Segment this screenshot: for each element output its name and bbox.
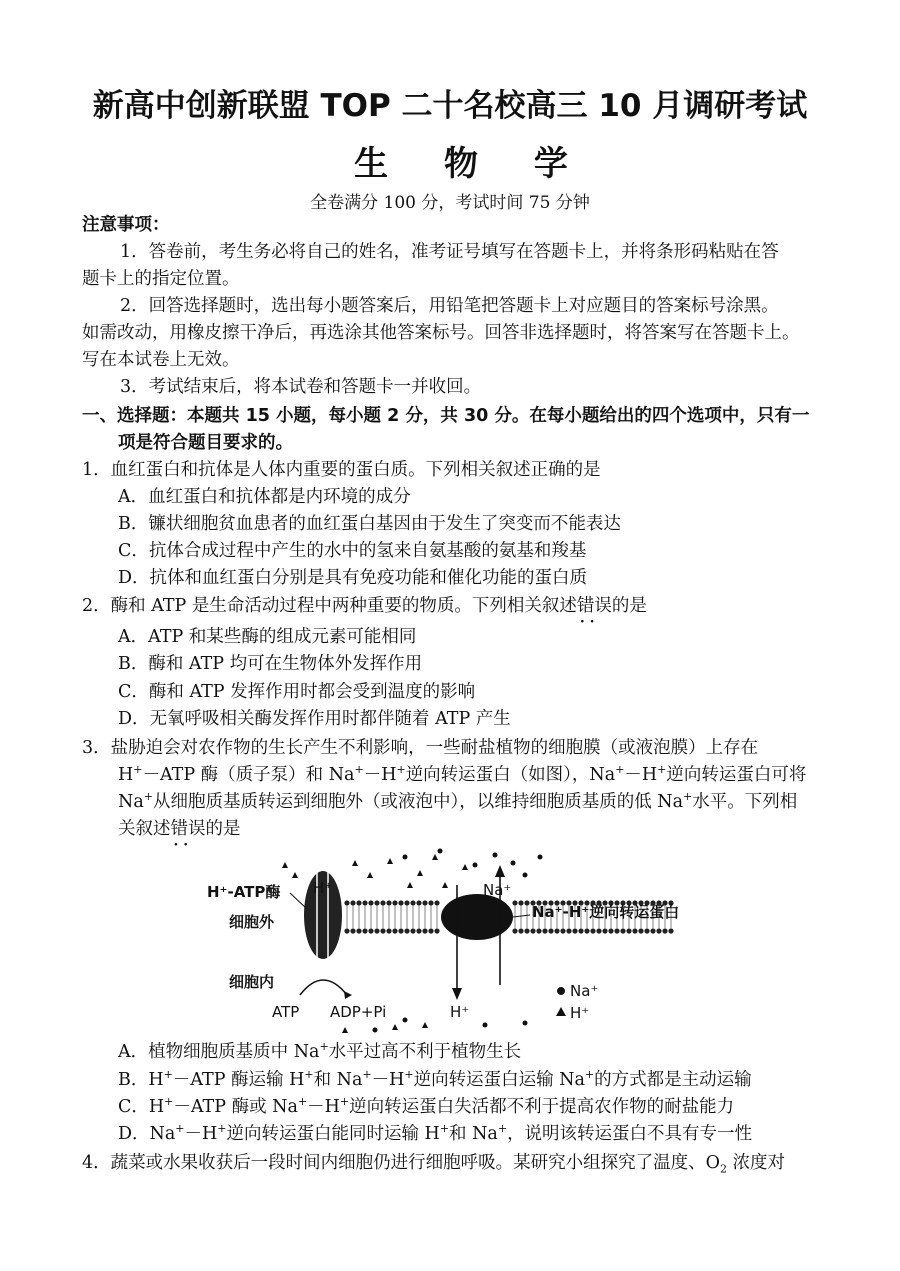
q2-stem-pre: 2．酶和 ATP 是生命活动过程中两种重要的物质。下列相关叙述 — [82, 596, 577, 616]
q3-stem-emphasis: 错误 · · — [171, 819, 206, 839]
h-atp-enzyme-label: H⁺-ATP酶 — [207, 883, 281, 901]
notice-item2-line2: 如需改动，用橡皮擦干净后，再选涂其他答案标号。回答非选择题时，将答案写在答题卡上。 — [82, 323, 800, 343]
section1-line1: 一、选择题：本题共 15 小题，每小题 2 分，共 30 分。在每小题给出的四个选项中，只有一 — [82, 406, 810, 426]
q1-option-b: B．镰状细胞贫血患者的血红蛋白基因由于发生了突变而不能表达 — [118, 514, 621, 534]
q3-option-a: A．植物细胞质基质中 Na+水平过高不利于植物生长 — [118, 1040, 522, 1062]
q2-stem — [82, 594, 647, 618]
legend-na-marker — [557, 987, 565, 995]
subject-title: 生 物 学 — [354, 144, 590, 184]
q4-stem-line1: 4．蔬菜或水果收获后一段时间内细胞仍进行细胞呼吸。某研究小组探究了温度、$O_2$ 浓度对 — [82, 1153, 786, 1176]
exam-title: 新高中创新联盟 TOP 二十名校高三 10 月调研考试 — [92, 88, 808, 124]
q3-stem-line2: H+－ATP 酶（质子泵）和 Na+－H+逆向转运蛋白（如图），Na+－H+逆向转运蛋白可将 — [118, 763, 807, 785]
q3-stem-line1: 3．盐胁迫会对农作物的生长产生不利影响，一些耐盐植物的细胞膜（或液泡膜）上存在 — [82, 738, 759, 758]
q1-option-c: C．抗体合成过程中产生的水中的氢来自氨基酸的氨基和羧基 — [118, 541, 587, 561]
q3-option-b: B．H+－ATP 酶运输 H+和 Na+－H+逆向转运蛋白运输 Na+的方式都是主动运输 — [118, 1068, 752, 1090]
adp-label: ADP+Pi — [330, 1003, 387, 1021]
q3-option-c: C．H+－ATP 酶或 Na+－H+逆向转运蛋白失活都不利于提高农作物的耐盐能力 — [118, 1095, 735, 1117]
notice-heading: 注意事项： — [82, 215, 170, 235]
q3-stem-line3: Na+从细胞质基质转运到细胞外（或液泡中），以维持细胞质基质的低 Na+水平。下列相 — [118, 790, 798, 812]
notice-item3: 3．考试结束后，将本试卷和答题卡一并收回。 — [120, 377, 482, 397]
q3-option-d: D．Na+－H+逆向转运蛋白能同时运输 H+和 Na+，说明该转运蛋白不具有专一性 — [118, 1122, 753, 1144]
h-top-label: H⁺ — [313, 879, 333, 897]
q2-stem-emphasis: 错误 · · — [577, 596, 612, 616]
antiporter-label: Na⁺-H⁺逆向转运蛋白 — [532, 903, 680, 921]
notice-item1-line1: 1．答卷前，考生务必将自己的姓名，准考证号填写在答题卡上，并将条形码粘贴在答 — [120, 242, 779, 262]
notice-item2-line3: 写在本试卷上无效。 — [82, 350, 240, 370]
q2-option-b: B．酶和 ATP 均可在生物体外发挥作用 — [118, 654, 423, 674]
notice-item1-line2: 题卡上的指定位置。 — [82, 269, 240, 289]
q2-stem-post: 的是 — [611, 596, 647, 616]
q1-stem: 1．血红蛋白和抗体是人体内重要的蛋白质。下列相关叙述正确的是 — [82, 460, 601, 480]
h-bottom-label: H⁺ — [450, 1003, 470, 1021]
legend-h-marker — [556, 1007, 566, 1016]
q1-option-d: D．抗体和血红蛋白分别是具有免疫功能和催化功能的蛋白质 — [118, 568, 588, 588]
outside-label: 细胞外 — [229, 913, 275, 931]
membrane-transport-figure — [195, 845, 705, 1035]
section1-line2: 项是符合题目要求的。 — [118, 433, 293, 453]
notice-item2-line1: 2．回答选择题时，选出每小题答案后，用铅笔把答题卡上对应题目的答案标号涂黑。 — [120, 296, 779, 316]
q3-stem-line4: 关叙述错误 · ·的是 — [118, 817, 241, 841]
legend-h-label: H⁺ — [570, 1004, 590, 1022]
q2-option-a: A．ATP 和某些酶的组成元素可能相同 — [118, 627, 417, 647]
na-top-label: Na⁺ — [483, 881, 512, 899]
q2-option-c: C．酶和 ATP 发挥作用时都会受到温度的影响 — [118, 682, 476, 702]
antiporter-shape — [441, 894, 513, 940]
legend-na-label: Na⁺ — [570, 982, 599, 1000]
q2-option-d: D．无氧呼吸相关酶发挥作用时都伴随着 ATP 产生 — [118, 709, 511, 729]
inside-label: 细胞内 — [229, 973, 275, 991]
q1-option-a: A．血红蛋白和抗体都是内环境的成分 — [118, 487, 411, 507]
atp-label: ATP — [272, 1003, 300, 1021]
exam-info: 全卷满分 100 分，考试时间 75 分钟 — [310, 193, 590, 213]
